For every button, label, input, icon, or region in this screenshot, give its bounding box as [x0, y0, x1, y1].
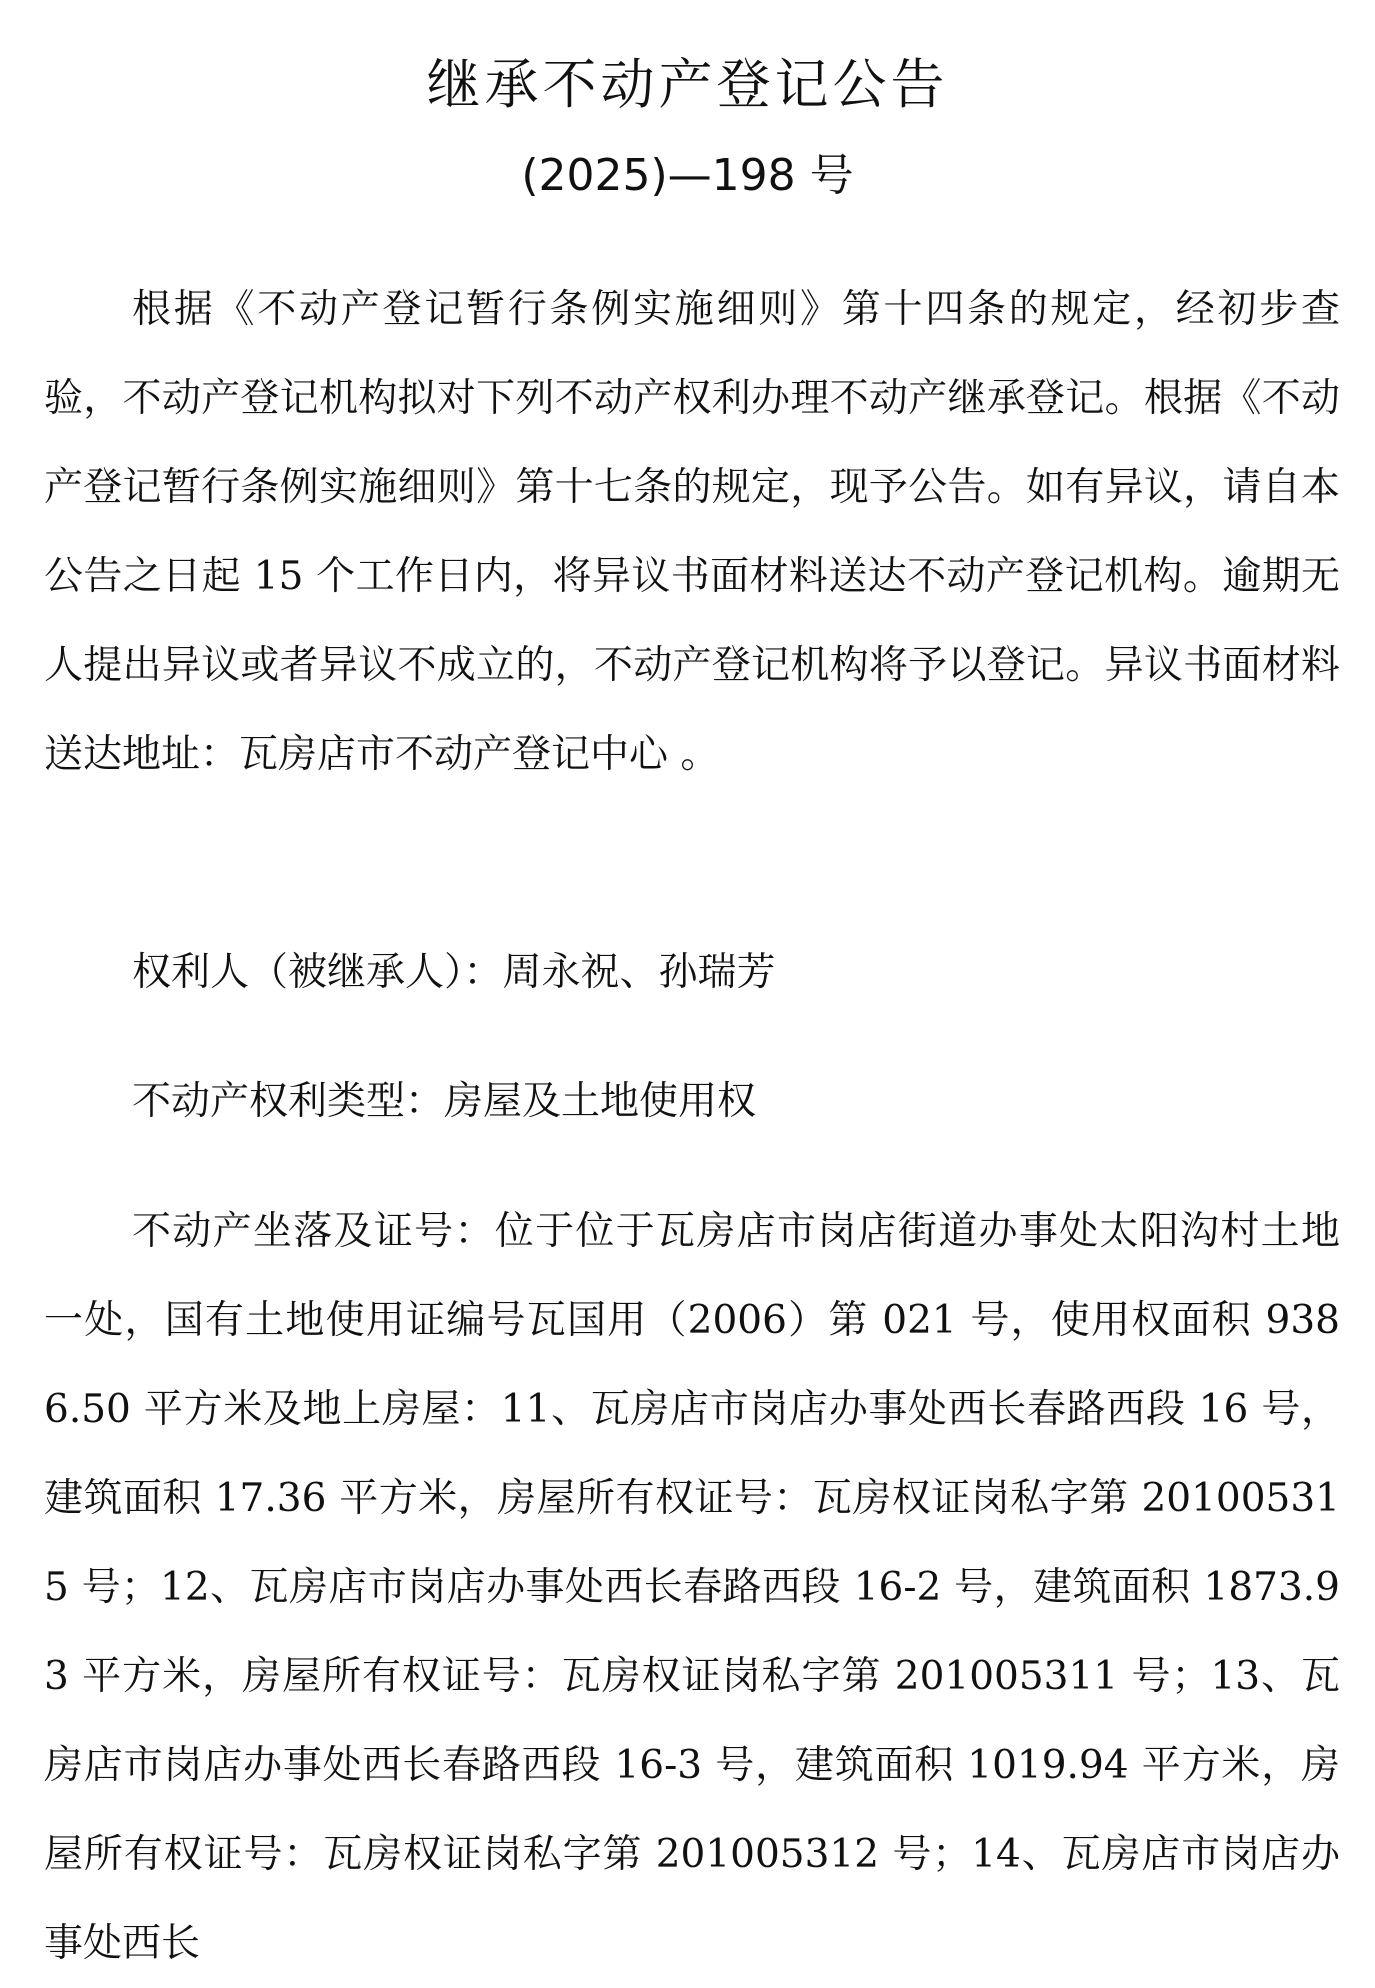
right-type-label: 不动产权利类型：	[132, 1079, 445, 1124]
document-number: (2025)—198 号	[521, 150, 854, 201]
right-type-paragraph	[44, 1057, 1340, 1146]
right-holder-paragraph	[44, 928, 1340, 1017]
location-paragraph	[44, 1187, 1340, 1988]
location-value: 位于位于瓦房店市岗店街道办事处太阳沟村土地一处，国有土地使用证编号瓦国用（2006）第 021 号，使用权面积 9386.50 平方米及地上房屋：11、瓦房店市岗店办事处西长春路西段 16 号，建筑面积 17.36 平方米，房屋所有权证号：瓦房权证岗私字第 201005315 号；12、瓦房店市岗店办事处西长春路西段 16-2 号，建筑面积 1873.93 平方米，房屋所有权证号：瓦房权证岗私字第 201005311 号；13、瓦房店市岗店办事处西长春路西段 16-3 号，建筑面积 1019.94 平方米，房屋所有权证号：瓦房权证岗私字第 201005312 号；14、瓦房店市岗店办事处西长	[44, 1209, 1340, 1966]
location-label: 不动产坐落及证号：	[132, 1209, 495, 1254]
document-title: 继承不动产登记公告	[426, 53, 949, 116]
right-holder-label: 权利人（被继承人）：	[132, 950, 503, 995]
right-type-value: 房屋及土地使用权	[444, 1079, 757, 1124]
intro-paragraph: 根据《不动产登记暂行条例实施细则》第十四条的规定，经初步查验，不动产登记机构拟对下列不动产权利办理不动产继承登记。根据《不动产登记暂行条例实施细则》第十七条的规定，现予公告。如有异议，请自本公告之日起 15 个工作日内，将异议书面材料送达不动产登记机构。逾期无人提出异议或者异议不成立的，不动产登记机构将予以登记。异议书面材料送达地址：瓦房店市不动产登记中心 。	[44, 287, 1340, 777]
right-holder-value: 周永祝、孙瑞芳	[502, 950, 776, 995]
